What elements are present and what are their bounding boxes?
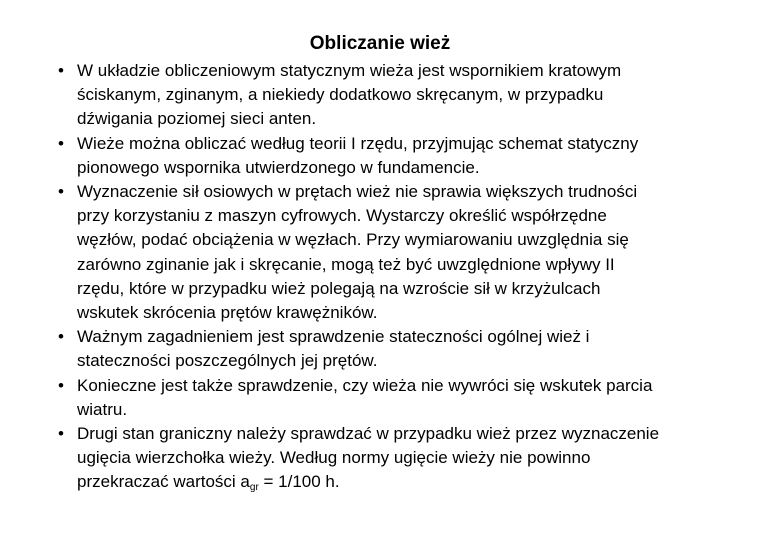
formula-value: = 1/100 h. [258,472,340,492]
bullet-line: ściskanym, zginanym, a niekiedy dodatkowo skręcanym, w przypadku [77,85,604,105]
bullet-line: Ważnym zagadnieniem jest sprawdzenie stateczności ogólnej wież i [77,327,590,347]
bullet-line: wiatru. [77,399,128,419]
bullet-item [58,180,748,325]
bullet-marker-icon: • [58,133,64,153]
bullet-line: pionowego wspornika utwierdzonego w fundamencie. [77,157,480,177]
bullet-item [58,374,748,422]
bullet-line: zarówno zginanie jak i skręcanie, mogą też być uwzględnione wpływy II [77,254,615,274]
bullet-line: Drugi stan graniczny należy sprawdzać w przypadku wież przez wyznaczenie [77,424,660,444]
bullet-marker-icon: • [58,375,64,395]
bullet-line: dźwigania poziomej sieci anten. [77,109,317,129]
bullet-line: rzędu, które w przypadku wież polegają na wzroście sił w krzyżulcach [77,278,601,298]
bullet-line: wskutek skrócenia prętów krawężników. [77,303,378,323]
bullet-marker-icon: • [58,182,64,202]
bullet-line: Konieczne jest także sprawdzenie, czy wieża nie wywróci się wskutek parcia [77,375,653,395]
bullet-line-formula [77,470,748,500]
bullet-marker-icon: • [58,424,64,444]
bullet-item [58,132,748,180]
bullet-list [58,59,748,501]
bullet-line: stateczności poszczególnych jej prętów. [77,351,378,371]
bullet-line: Wieże można obliczać według teorii I rzędu, przyjmując schemat statyczny [77,133,639,153]
bullet-item [58,422,748,501]
formula-subscript: gr [249,482,259,494]
bullet-line: węzłów, podać obciążenia w węzłach. Przy wymiarowaniu uwzględnia się [77,230,629,250]
bullet-marker-icon: • [58,327,64,347]
bullet-item [58,325,748,373]
slide-title: Obliczanie wież [309,33,451,54]
bullet-item [58,59,748,132]
bullet-line: ugięcia wierzchołka wieży. Według normy ugięcie wieży nie powinno [77,448,591,468]
formula-text: przekraczać wartości a [77,472,250,492]
bullet-line: przy korzystaniu z maszyn cyfrowych. Wystarczy określić współrzędne [77,206,607,226]
bullet-line: Wyznaczenie sił osiowych w prętach wież nie sprawia większych trudności [77,182,638,202]
bullet-marker-icon: • [58,61,64,80]
bullet-line: W układzie obliczeniowym statycznym wieża jest wspornikiem kratowym [77,61,622,80]
